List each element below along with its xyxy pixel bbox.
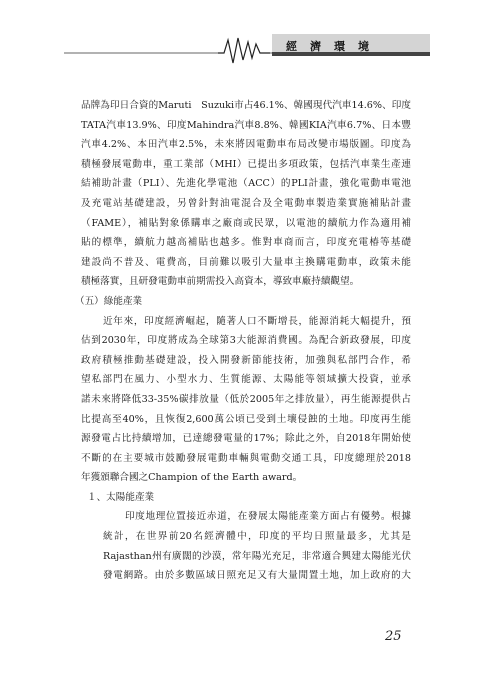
text-line: 近年來，印度經濟崛起，隨著人口不斷增長，能源消耗大幅提升，預 — [103, 315, 411, 327]
text-line: 積極落實，且研發電動車前期需投入高資本，導致車廠持續觀望。 — [81, 276, 360, 288]
text-line: 源發電占比持續增加，已達總發電量的17%；除此之外，自2018年開始使 — [81, 433, 411, 445]
text-line: 結補助計畫（PLI）、先進化學電池（ACC）的PLI計畫，強化電動車電池 — [81, 178, 411, 190]
text-line: 貼的標準，續航力越高補貼也越多。惟對車商而言，印度充電椿等基礎 — [81, 237, 411, 249]
subsection-heading: １、太陽能產業 — [87, 491, 155, 503]
page-header — [0, 0, 480, 64]
text-line: 望私部門在風力、小型水力、生質能源、太陽能等領域擴大投資，並承 — [81, 374, 411, 386]
text-line: 統計，在世界前20名經濟體中，印度的平均日照量最多，尤其是 — [103, 531, 411, 543]
paragraph-solar — [103, 507, 411, 585]
text-line: 建設尚不普及、電費高，目前難以吸引大量車主換購電動車，政策未能 — [81, 256, 411, 268]
heartbeat-line-icon — [218, 38, 270, 63]
text-line: 比提高至40%，且恢復2,600萬公頃已受到土壤侵蝕的土地。印度再生能 — [81, 413, 411, 425]
text-line: 不斷的在主要城市鼓勵發展電動車輛與電動交通工具，印度總理於2018 — [81, 452, 411, 464]
text-line: TATA汽車13.9%、印度Mahindra汽車8.8%、韓國KIA汽車6.7%、日本豐 — [81, 119, 411, 131]
page-body — [75, 96, 411, 586]
text-line: Rajasthan州有廣闊的沙漠，常年陽光充足，非常適合興建太陽能光伏 — [103, 550, 411, 562]
header-ornament — [0, 0, 480, 64]
text-line: 發電網路。由於多數區域日照充足又有大量閒置土地，加上政府的大 — [103, 570, 411, 582]
text-line: 政府積極推動基礎建設，投入開發新節能技術，加強與私部門合作，希 — [81, 354, 411, 366]
text-line: 品牌為印日合資的Maruti Suzuki市占46.1%、韓國現代汽車14.6%、印度 — [81, 100, 411, 111]
text-line: 印度地理位置接近赤道，在發展太陽能產業方面占有優勢。根據 — [125, 511, 411, 523]
text-line: 積極發展電動車，重工業部（MHI）已提出多項政策，包括汽車業生產連 — [81, 158, 411, 170]
paragraph-ev-policy — [81, 96, 411, 292]
page-number: 25 — [385, 629, 402, 644]
paragraph-green-energy — [81, 312, 411, 488]
header-title: 經濟環境 — [286, 40, 382, 53]
text-line: （FAME），補貼對象係購車之廠商或民眾，以電池的續航力作為適用補 — [81, 217, 411, 229]
text-line: 估到2030年，印度將成為全球第3大能源消費國。為配合新政發展，印度 — [81, 335, 411, 347]
text-line: 諾未來將降低33-35%碳排放量（低於2005年之排放量），再生能源提供占 — [81, 393, 411, 405]
text-line: 汽車4.2%、本田汽車2.5%，未來將因電動車布局改變市場版圖。印度為 — [81, 139, 411, 151]
section-heading: （五）綠能產業 — [75, 295, 143, 307]
text-line: 年獲頒聯合國之Champion of the Earth award。 — [81, 472, 303, 484]
text-line: 及充電站基礎建設，另曾針對油電混合及全電動車製造業實施補貼計畫 — [81, 197, 411, 209]
